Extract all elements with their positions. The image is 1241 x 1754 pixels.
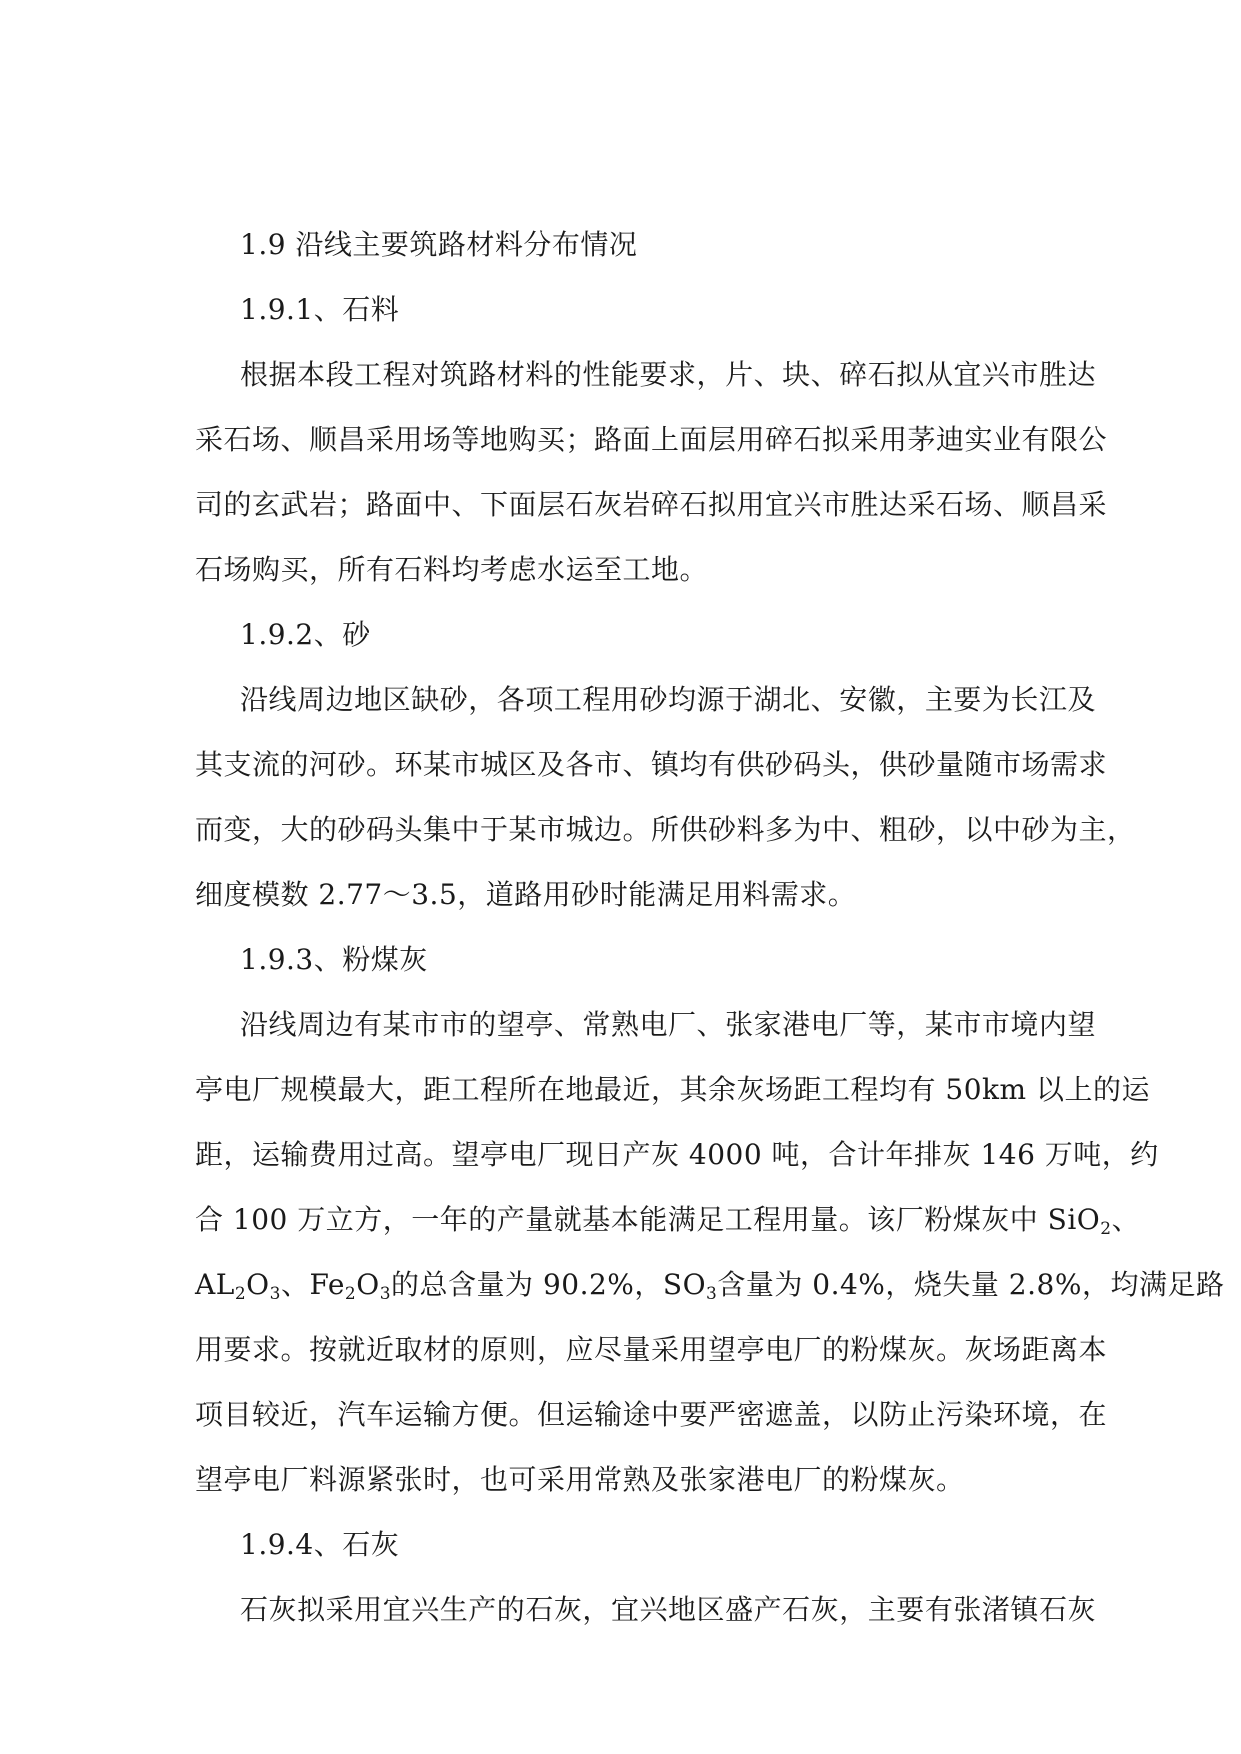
line-text: 的总含量为 90.2%，SO	[391, 1268, 707, 1301]
paragraph-line-formula	[195, 1265, 1225, 1305]
paragraph-line: 根据本段工程对筑路材料的性能要求，片、块、碎石拟从宜兴市胜达	[240, 358, 1096, 391]
paragraph-line: 其支流的河砂。环某市城区及各市、镇均有供砂码头，供砂量随市场需求	[195, 748, 1108, 781]
paragraph-line: 石灰拟采用宜兴生产的石灰，宜兴地区盛产石灰，主要有张渚镇石灰	[240, 1593, 1096, 1626]
chem-al: AL	[195, 1268, 235, 1301]
chem-o: O	[356, 1268, 380, 1301]
chem-fe: 、Fe	[280, 1268, 345, 1301]
subscript: 3	[269, 1284, 281, 1304]
subsection-heading-lime: 1.9.4、石灰	[240, 1528, 400, 1561]
subsection-heading-sand: 1.9.2、砂	[240, 618, 371, 651]
paragraph-line: 司的玄武岩；路面中、下面层石灰岩碎石拟用宜兴市胜达采石场、顺昌采	[195, 488, 1108, 521]
section-title: 1.9 沿线主要筑路材料分布情况	[240, 228, 638, 261]
paragraph-line: 石场购买，所有石料均考虑水运至工地。	[195, 553, 709, 586]
subscript: 2	[344, 1284, 357, 1304]
subscript: 2	[1100, 1219, 1112, 1239]
subsection-heading-stone: 1.9.1、石料	[240, 293, 400, 326]
paragraph-line: 采石场、顺昌采用场等地购买；路面上面层用碎石拟采用茅迪实业有限公	[195, 423, 1108, 456]
paragraph-line: 细度模数 2.77～3.5，道路用砂时能满足用料需求。	[195, 878, 857, 911]
subscript: 3	[706, 1284, 718, 1304]
paragraph-line: 项目较近，汽车运输方便。但运输途中要严密遮盖，以防止污染环境，在	[195, 1398, 1108, 1431]
paragraph-line-formula-sio2	[195, 1200, 1141, 1240]
line-text: 含量为 0.4%，烧失量 2.8%，均满足路	[717, 1268, 1225, 1301]
paragraph-line: 距，运输费用过高。望亭电厂现日产灰 4000 吨，合计年排灰 146 万吨，约	[195, 1138, 1159, 1171]
paragraph-line: 沿线周边有某市市的望亭、常熟电厂、张家港电厂等，某市市境内望	[240, 1008, 1096, 1041]
subsection-heading-fly-ash: 1.9.3、粉煤灰	[240, 943, 428, 976]
subscript: 2	[234, 1284, 247, 1304]
punctuation: 、	[1111, 1203, 1141, 1236]
paragraph-line: 亭电厂规模最大，距工程所在地最近，其余灰场距工程均有 50km 以上的运	[195, 1073, 1150, 1106]
paragraph-line: 望亭电厂料源紧张时，也可采用常熟及张家港电厂的粉煤灰。	[195, 1463, 965, 1496]
chem-o: O	[246, 1268, 270, 1301]
paragraph-line: 而变，大的砂码头集中于某市城边。所供砂料多为中、粗砂，以中砂为主，	[195, 813, 1136, 846]
subscript: 3	[379, 1284, 392, 1304]
paragraph-line: 沿线周边地区缺砂，各项工程用砂均源于湖北、安徽，主要为长江及	[240, 683, 1096, 716]
paragraph-line: 用要求。按就近取材的原则，应尽量采用望亭电厂的粉煤灰。灰场距离本	[195, 1333, 1108, 1366]
line-text: 合 100 万立方，一年的产量就基本能满足工程用量。该厂粉煤灰中 SiO	[195, 1203, 1101, 1236]
